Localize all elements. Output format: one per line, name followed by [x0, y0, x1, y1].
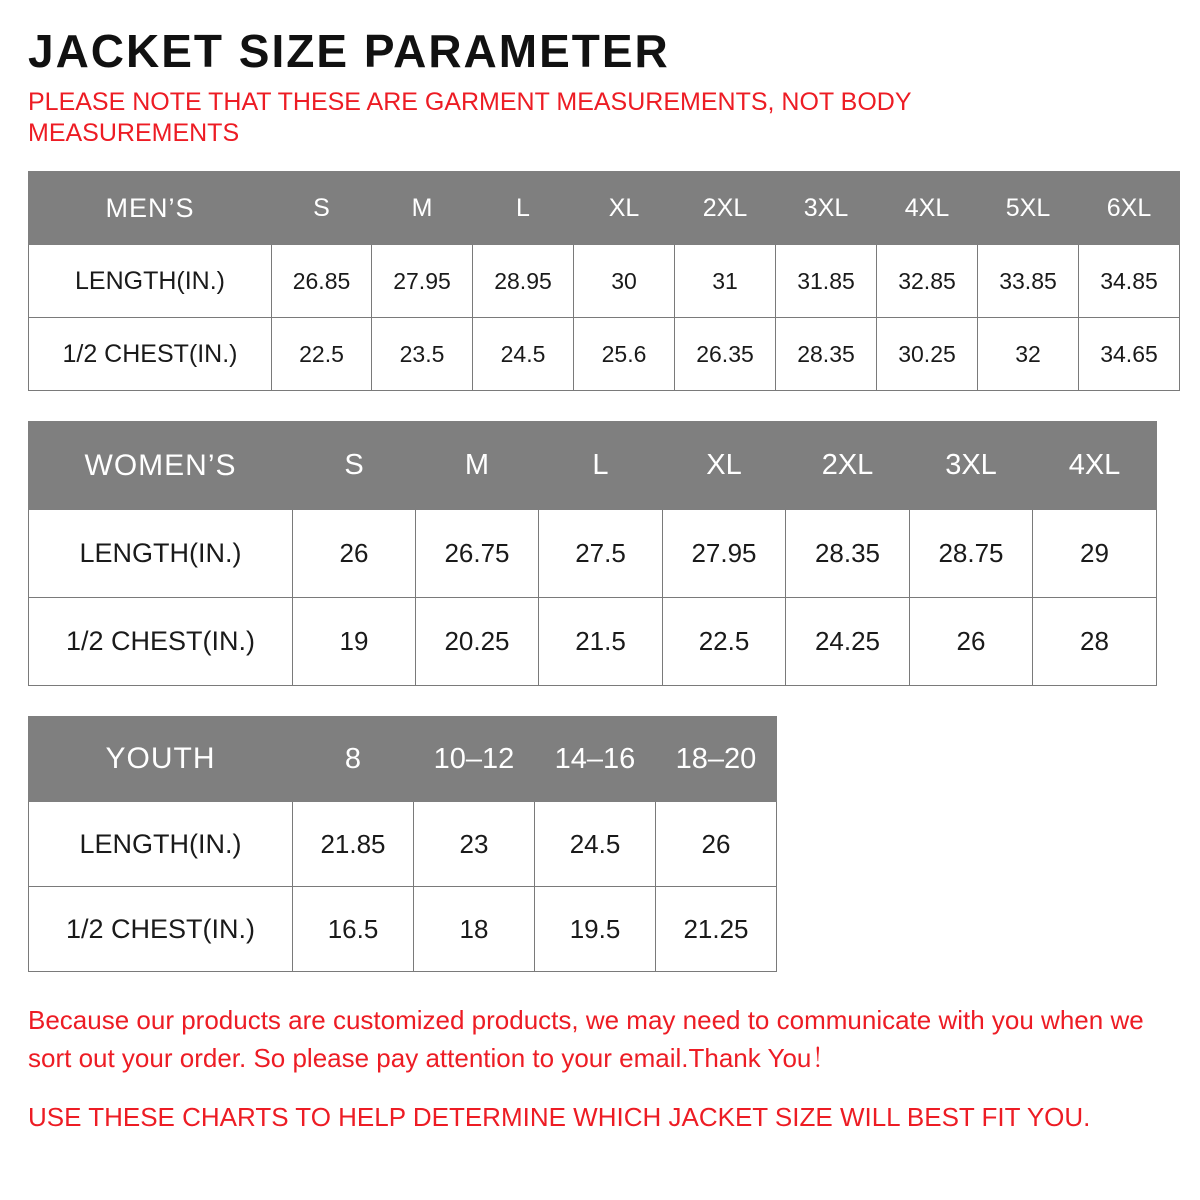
table-cell: 22.5: [272, 318, 372, 391]
youth-size-table: [28, 716, 777, 972]
table-cell: 29: [1033, 510, 1157, 598]
table-row: [29, 245, 1180, 318]
table-cell: 32.85: [877, 245, 978, 318]
table-cell: 21.25: [656, 887, 777, 972]
column-header: XL: [663, 422, 786, 510]
table-cell: 30.25: [877, 318, 978, 391]
column-header: L: [473, 172, 574, 245]
column-header: 4XL: [877, 172, 978, 245]
table-cell: 32: [978, 318, 1079, 391]
measurement-note: PLEASE NOTE THAT THESE ARE GARMENT MEASUREMENTS, NOT BODY MEASUREMENTS: [28, 87, 912, 147]
table-header-row: [29, 422, 1157, 510]
row-label: LENGTH(IN.): [29, 802, 293, 887]
table-cell: 26.75: [416, 510, 539, 598]
column-header: 18–20: [656, 717, 777, 802]
table-cell: 25.6: [574, 318, 675, 391]
row-label: 1/2 CHEST(IN.): [29, 887, 293, 972]
column-header: M: [416, 422, 539, 510]
table-cell: 18: [414, 887, 535, 972]
column-header: L: [539, 422, 663, 510]
row-label: LENGTH(IN.): [29, 510, 293, 598]
table-cell: 28.35: [786, 510, 910, 598]
table-cell: 27.5: [539, 510, 663, 598]
column-header: 2XL: [675, 172, 776, 245]
table-cell: 28: [1033, 598, 1157, 686]
column-header: 6XL: [1079, 172, 1180, 245]
table-header-row: [29, 717, 777, 802]
column-header: 2XL: [786, 422, 910, 510]
column-header: S: [293, 422, 416, 510]
table-cell: 21.5: [539, 598, 663, 686]
column-header: 14–16: [535, 717, 656, 802]
table-cell: 20.25: [416, 598, 539, 686]
table-cell: 19.5: [535, 887, 656, 972]
table-cell: 27.95: [663, 510, 786, 598]
table-row: [29, 802, 777, 887]
table-cell: 33.85: [978, 245, 1079, 318]
table-cell: 23.5: [372, 318, 473, 391]
table-row: [29, 318, 1180, 391]
table-cell: 27.95: [372, 245, 473, 318]
column-header: XL: [574, 172, 675, 245]
table-cell: 26.85: [272, 245, 372, 318]
table-cell: 28.75: [910, 510, 1033, 598]
womens-size-table: [28, 421, 1157, 686]
column-header: 4XL: [1033, 422, 1157, 510]
table-cell: 26: [293, 510, 416, 598]
table-cell: 31: [675, 245, 776, 318]
table-cell: 24.5: [473, 318, 574, 391]
table-cell: 26.35: [675, 318, 776, 391]
table-cell: 26: [910, 598, 1033, 686]
table-cell: 30: [574, 245, 675, 318]
column-header: 8: [293, 717, 414, 802]
table-cell: 21.85: [293, 802, 414, 887]
table-cell: 34.85: [1079, 245, 1180, 318]
table-cell: 16.5: [293, 887, 414, 972]
row-label: 1/2 CHEST(IN.): [29, 598, 293, 686]
table-cell: 34.65: [1079, 318, 1180, 391]
column-header: 10–12: [414, 717, 535, 802]
row-label: 1/2 CHEST(IN.): [29, 318, 272, 391]
column-header: 3XL: [776, 172, 877, 245]
row-label: LENGTH(IN.): [29, 245, 272, 318]
table-corner-label: YOUTH: [29, 717, 293, 802]
table-cell: 23: [414, 802, 535, 887]
table-cell: 28.95: [473, 245, 574, 318]
column-header: S: [272, 172, 372, 245]
table-corner-label: MEN’S: [29, 172, 272, 245]
page-title: JACKET SIZE PARAMETER: [28, 25, 670, 77]
table-row: [29, 510, 1157, 598]
table-header-row: [29, 172, 1180, 245]
mens-size-table: [28, 171, 1180, 391]
table-row: [29, 598, 1157, 686]
table-cell: 22.5: [663, 598, 786, 686]
column-header: 5XL: [978, 172, 1079, 245]
column-header: M: [372, 172, 473, 245]
footer-notes: [28, 1002, 1168, 1137]
footer-note-customization: Because our products are customized products, we may need to communicate with you when we sort out your order. So please pay attention to your email.Thank You！: [28, 1005, 1144, 1073]
table-cell: 26: [656, 802, 777, 887]
table-cell: 31.85: [776, 245, 877, 318]
footer-note-charts: USE THESE CHARTS TO HELP DETERMINE WHICH JACKET SIZE WILL BEST FIT YOU.: [28, 1102, 1091, 1133]
column-header: 3XL: [910, 422, 1033, 510]
table-cell: 28.35: [776, 318, 877, 391]
table-row: [29, 887, 777, 972]
table-cell: 19: [293, 598, 416, 686]
table-cell: 24.25: [786, 598, 910, 686]
table-cell: 24.5: [535, 802, 656, 887]
table-corner-label: WOMEN’S: [29, 422, 293, 510]
